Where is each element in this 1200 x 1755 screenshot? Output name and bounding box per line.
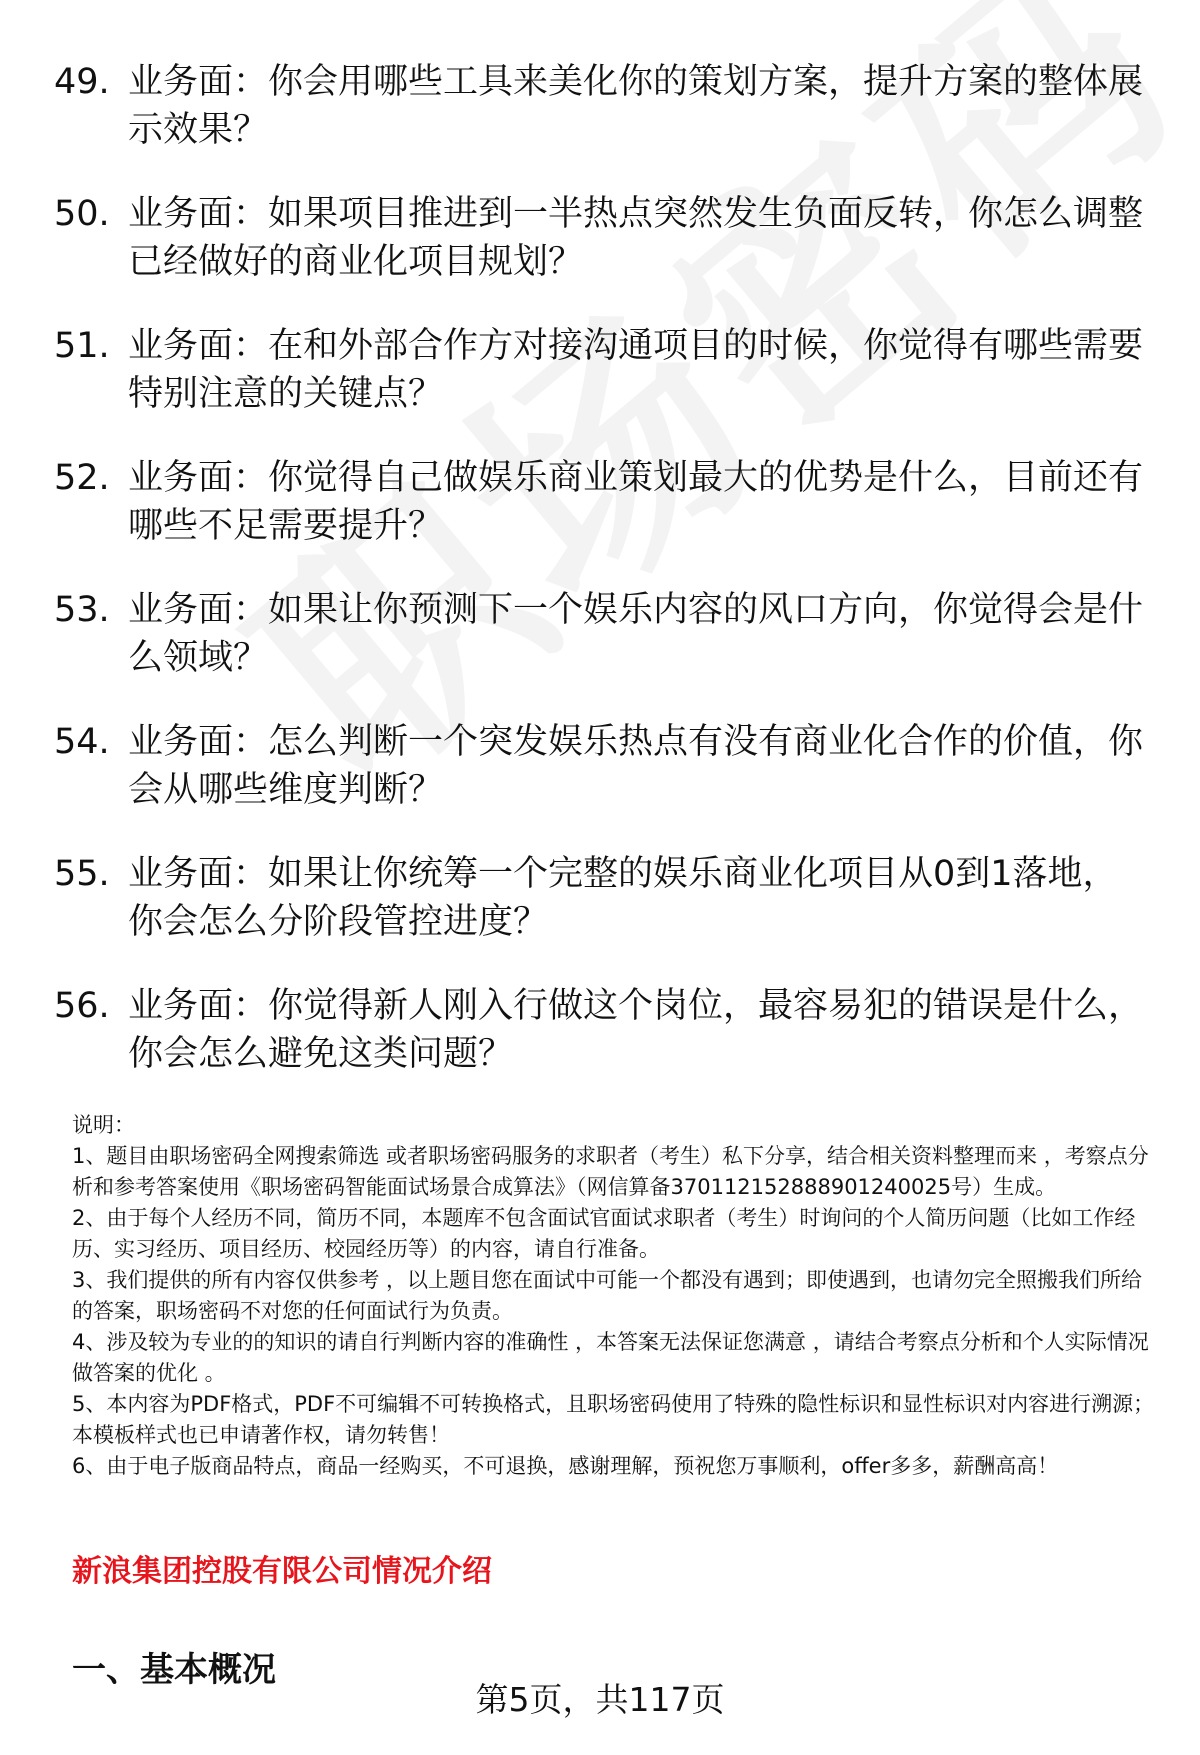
page-number: 第5页，共117页 bbox=[475, 1680, 725, 1719]
question-text: 业务面：怎么判断一个突发娱乐热点有没有商业化合作的价值，你会从哪些维度判断？ bbox=[128, 722, 1144, 810]
question-item bbox=[54, 718, 1144, 814]
question-text: 业务面：你觉得自己做娱乐商业策划最大的优势是什么，目前还有哪些不足需要提升？ bbox=[128, 458, 1144, 546]
notes-section bbox=[72, 1110, 1162, 1482]
question-list bbox=[54, 58, 1144, 1114]
question-number: 49. bbox=[54, 62, 110, 102]
notes-title: 说明： bbox=[72, 1113, 135, 1137]
question-text: 业务面：你觉得新人刚入行做这个岗位，最容易犯的错误是什么，你会怎么避免这类问题？ bbox=[128, 986, 1144, 1074]
question-item bbox=[54, 982, 1144, 1078]
note-item: 2、由于每个人经历不同，简历不同，本题库不包含面试官面试求职者（考生）时询问的个人简历问题（比如工作经历、实习经历、项目经历、校园经历等）的内容，请自行准备。 bbox=[72, 1206, 1136, 1261]
question-number: 56. bbox=[54, 986, 110, 1026]
note-item: 5、本内容为PDF格式，PDF不可编辑不可转换格式，且职场密码使用了特殊的隐性标识和显性标识对内容进行溯源；本模板样式也已申请著作权，请勿转售！ bbox=[72, 1392, 1155, 1447]
question-text: 业务面：如果让你预测下一个娱乐内容的风口方向，你觉得会是什么领域？ bbox=[128, 590, 1144, 678]
question-text: 业务面：你会用哪些工具来美化你的策划方案，提升方案的整体展示效果？ bbox=[128, 62, 1144, 150]
note-item: 6、由于电子版商品特点，商品一经购买，不可退换，感谢理解，预祝您万事顺利，offer多多，薪酬高高！ bbox=[72, 1454, 1059, 1478]
question-text: 业务面：如果让你统筹一个完整的娱乐商业化项目从0到1落地，你会怎么分阶段管控进度？ bbox=[128, 854, 1118, 942]
question-item bbox=[54, 190, 1144, 286]
note-item: 1、题目由职场密码全网搜索筛选 或者职场密码服务的求职者（考生）私下分享，结合相关资料整理而来 ，考察点分析和参考答案使用《职场密码智能面试场景合成算法》（网信算备370112152888901240025号）生成。 bbox=[72, 1144, 1149, 1199]
question-item bbox=[54, 850, 1144, 946]
question-item bbox=[54, 322, 1144, 418]
question-number: 54. bbox=[54, 722, 110, 762]
question-item bbox=[54, 586, 1144, 682]
section-heading: 一、基本概况 bbox=[72, 1650, 276, 1690]
question-number: 50. bbox=[54, 194, 110, 234]
question-number: 51. bbox=[54, 326, 110, 366]
question-number: 52. bbox=[54, 458, 110, 498]
note-item: 3、我们提供的所有内容仅供参考 ，以上题目您在面试中可能一个都没有遇到；即使遇到，也请勿完全照搬我们所给的答案，职场密码不对您的任何面试行为负责。 bbox=[72, 1268, 1143, 1323]
question-item bbox=[54, 58, 1144, 154]
question-number: 55. bbox=[54, 854, 110, 894]
company-title: 新浪集团控股有限公司情况介绍 bbox=[72, 1554, 492, 1589]
question-number: 53. bbox=[54, 590, 110, 630]
question-text: 业务面：在和外部合作方对接沟通项目的时候，你觉得有哪些需要特别注意的关键点？ bbox=[128, 326, 1144, 414]
note-item: 4、涉及较为专业的的知识的请自行判断内容的准确性 ，本答案无法保证您满意 ，请结合考察点分析和个人实际情况做答案的优化 。 bbox=[72, 1330, 1149, 1385]
question-item bbox=[54, 454, 1144, 550]
question-text: 业务面：如果项目推进到一半热点突然发生负面反转，你怎么调整已经做好的商业化项目规划？ bbox=[128, 194, 1144, 282]
